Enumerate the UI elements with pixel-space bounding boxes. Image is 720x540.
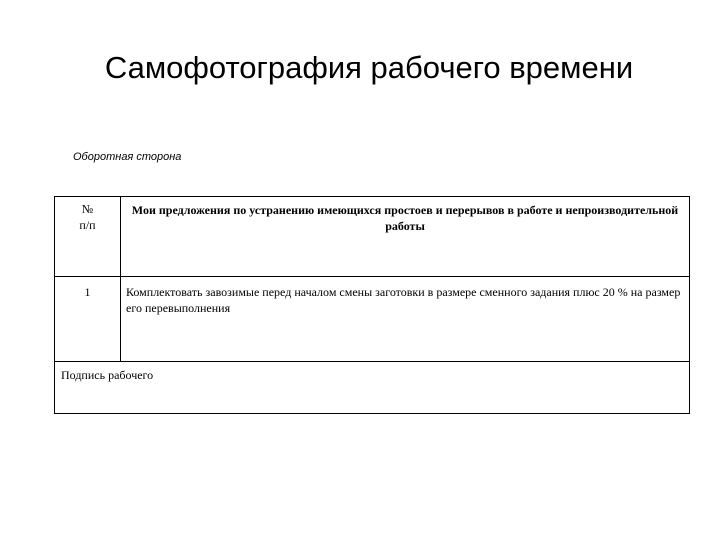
row-number-cell [55, 277, 121, 362]
signature-cell [55, 362, 690, 414]
row-text-cell [121, 277, 690, 362]
header-proposals-text: Мои предложения по устранению имеющихся простоев и перерывов в работе и непроизводительной работы [131, 203, 679, 233]
header-proposals-cell [121, 197, 690, 277]
proposals-table [54, 196, 690, 414]
signature-row [55, 362, 690, 414]
page-title: Самофотография рабочего времени [104, 50, 634, 85]
row-proposal-text: Комплектовать завозимые перед началом смены заготовки в размере сменного задания плюс 20 % на размер его перевыполнения [126, 285, 681, 315]
signature-label: Подпись рабочего [61, 368, 154, 382]
header-number-abbrev: п/п [79, 218, 96, 232]
page-subtitle: Оборотная сторона [73, 151, 182, 163]
row-number: 1 [84, 285, 91, 299]
table-row [55, 277, 690, 362]
header-number-cell [55, 197, 121, 277]
table-header-row [55, 197, 690, 277]
header-number-symbol: № [81, 202, 94, 216]
